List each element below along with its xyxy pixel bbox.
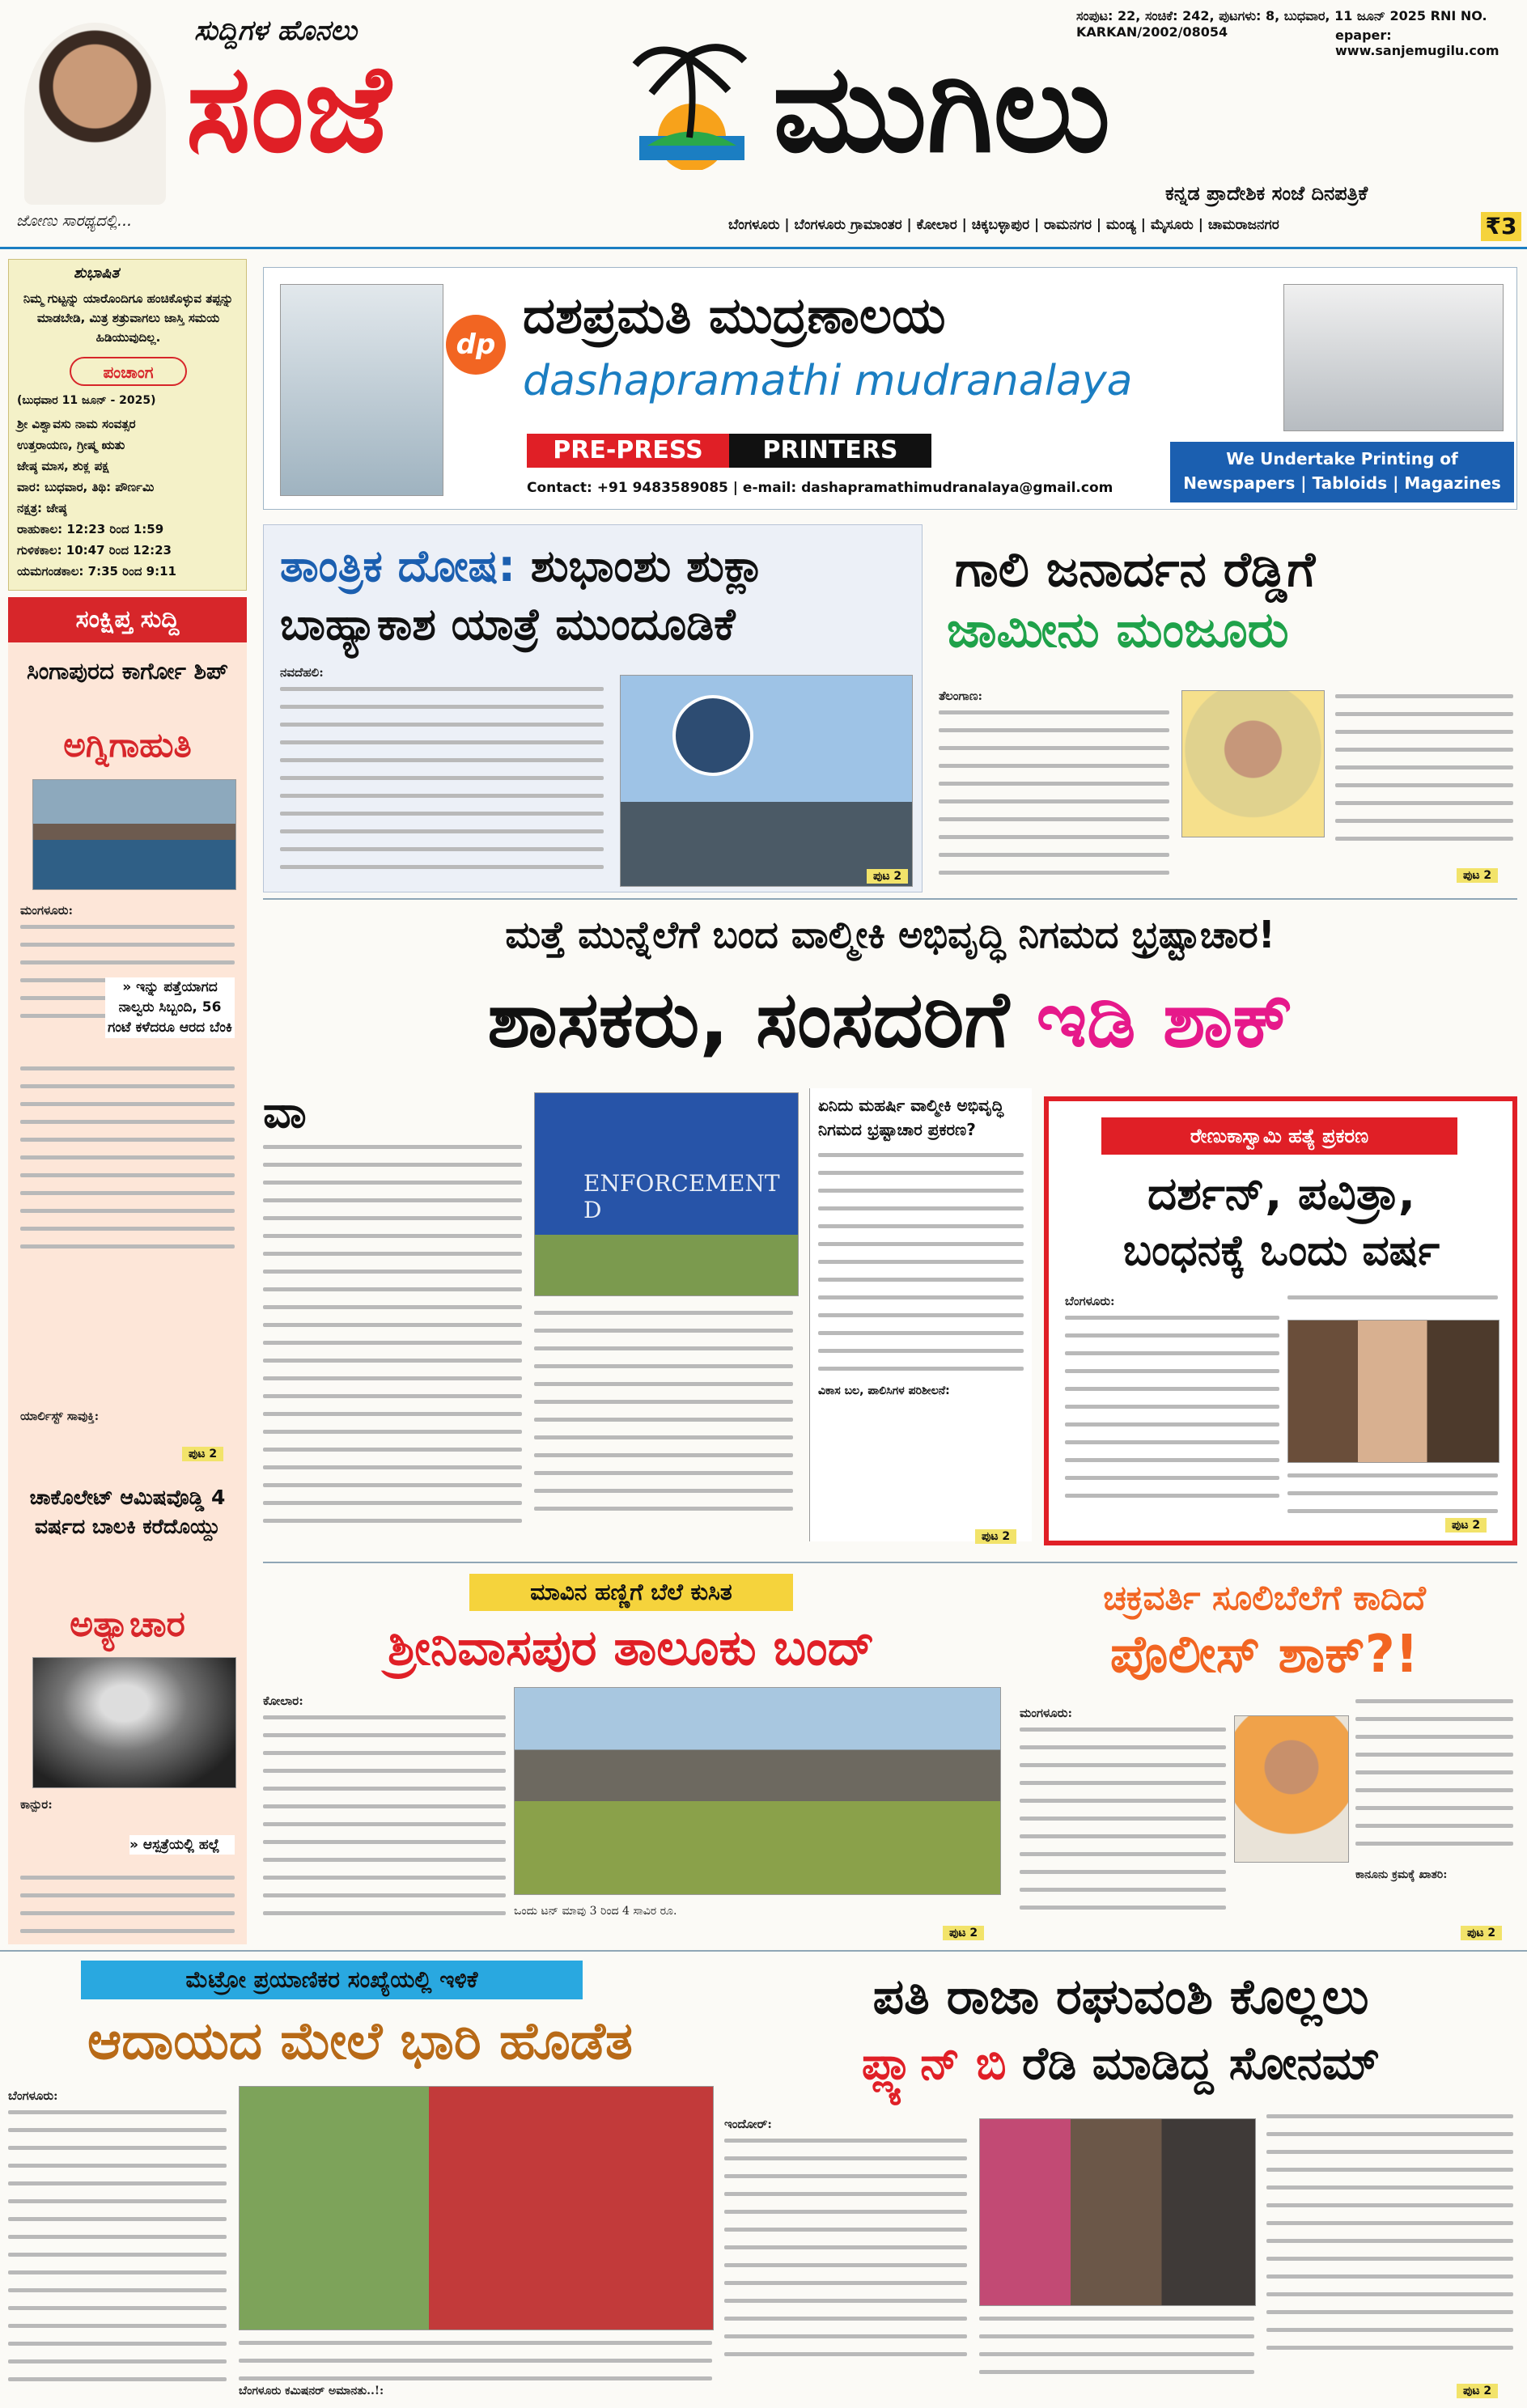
rocket-photo [620, 675, 913, 887]
lead-kicker: ಮತ್ತೆ ಮುನ್ನೆಲೆಗೆ ಬಂದ ವಾಲ್ಮೀಕಿ ಅಭಿವೃದ್ಧಿ ನಿಗಮದ ಭ್ರಷ್ಟಾಚಾರ! [505, 913, 1275, 956]
story-sonam[interactable] [724, 1956, 1517, 2406]
lead-headline-black: ಶಾಸಕರು, ಸಂಸದರಿಗೆ [487, 974, 1010, 1065]
almanac-item: ಶ್ರೀ ವಿಶ್ವಾವಸು ನಾಮ ಸಂವತ್ಸರ [17, 417, 136, 431]
chakravarthi-kicker: ಚಕ್ರವರ್ತಿ ಸೂಲಿಬೆಲೆಗೆ ಕಾದಿದೆ [1103, 1578, 1426, 1617]
brief1-callout: » ಇನ್ನು ಪತ್ತೆಯಾಗದ ನಾಲ್ವರು ಸಿಬ್ಬಂದಿ, 56 ಗಂಟೆ ಕಳೆದರೂ ಆರದ ಬೆಂಕಿ [105, 977, 235, 1038]
lead-dropcap: ವಾ [263, 1087, 307, 1138]
chakravarthi-text-col1 [1020, 1728, 1226, 1923]
almanac-quote: ನಿಮ್ಮ ಗುಟ್ಟನ್ನು ಯಾರೊಂದಿಗೂ ಹಂಚಿಕೊಳ್ಳುವ ತಪ್ಪನ್ನು ಮಾಡಬೇಡಿ, ಮಿತ್ರ ಶತ್ರುವಾಗಲು ಜಾಸ್ತಿ ಸಮಯ ಹಿಡಿಯುವುದಿಲ್ಲ. [23, 291, 234, 345]
almanac-item: ಉತ್ತರಾಯಣ, ಗ್ರೀಷ್ಮ ಋತು [17, 438, 125, 452]
ad-tag-preprocess: PRE-PRESS [527, 434, 729, 468]
ad-title-kn: ದಶಪ್ರಮತಿ ಮುದ್ರಣಾಲಯ [523, 286, 946, 345]
sonam-text-col1 [724, 2139, 967, 2370]
almanac-item: ಯಮಗಂಡಕಾಲ: 7:35 ರಿಂದ 9:11 [17, 564, 176, 579]
sonam-headline-red: ಪ್ಲ್ಯಾನ್ ಬಿ [861, 2037, 1007, 2090]
lead-headline [263, 971, 1517, 1068]
lead-pageref[interactable]: ಪುಟ 2 [975, 1529, 1016, 1544]
row3-rule [263, 1562, 1517, 1563]
lead-text-col2 [534, 1311, 793, 1524]
masthead [0, 0, 1527, 247]
ad-machine-photo-left [280, 284, 443, 496]
sonam-headline-2 [724, 2033, 1517, 2095]
editor-photo [24, 23, 166, 205]
metro-kicker: ಮೆಟ್ರೋ ಪ್ರಯಾಣಿಕರ ಸಂಖ್ಯೆಯಲ್ಲಿ ಇಳಿಕೆ [81, 1961, 583, 1999]
renuka-tag: ರೇಣುಕಾಸ್ವಾಮಿ ಹತ್ಯೆ ಪ್ರಕರಣ [1101, 1117, 1457, 1155]
chakravarthi-photo [1234, 1715, 1349, 1863]
masthead-tagline: ಸುದ್ದಿಗಳ ಹೊನಲು [194, 15, 357, 47]
factbox-text [818, 1153, 1024, 1371]
story-mango[interactable] [263, 1566, 999, 1946]
row2-rule [263, 898, 1517, 900]
brief1-dateline: ಮಂಗಳೂರು: [20, 903, 73, 918]
metro-note: ಬೆಂಗಳೂರು ಕಮಿಷನರ್ ಅಮಾನತು..!: [239, 2385, 384, 2397]
story-renuka[interactable] [1044, 1096, 1517, 1545]
brief1-note: ಯಾರ್ಲಿಸ್ಟ್ ಸಾವುಕ್ತಿ: [20, 1409, 100, 1423]
brief1-text-cont [20, 1066, 235, 1262]
masthead-rule [0, 247, 1527, 249]
ad-offer: We Undertake Printing of Newspapers | Tabloids | Magazines [1170, 442, 1514, 502]
factbox-note: ವಿಕಾಸ ಬಲ, ಪಾಲಿಸಿಗಳ ಪರಿಶೀಲನೆ: [818, 1384, 950, 1397]
almanac-item: ನಕ್ಷತ್ರ: ಜೇಷ್ಠ [17, 501, 67, 515]
masthead-subtitle: ಕನ್ನಡ ಪ್ರಾದೇಶಿಕ ಸಂಜೆ ದಿನಪತ್ರಿಕೆ [1165, 182, 1368, 205]
ship-fire-photo [32, 779, 236, 890]
almanac-item: ಗುಳಿಕಕಾಲ: 10:47 ರಿಂದ 12:23 [17, 543, 172, 557]
renuka-dateline: ಬೆಂಗಳೂರು: [1065, 1294, 1115, 1308]
palm-logo-icon [623, 32, 761, 170]
mango-protest-photo [514, 1687, 1001, 1895]
renuka-text-col1 [1065, 1316, 1279, 1511]
reddy-photo [1181, 690, 1325, 837]
sonam-headline-1: ಪತಿ ರಾಜಾ ರಘುವಂಶಿ ಕೊಲ್ಲಲು [872, 1969, 1369, 2025]
editor-caption: ಜೋಣು ಸಾರಥ್ಯದಲ್ಲಿ... [16, 212, 133, 230]
ed-office-photo [534, 1092, 799, 1296]
lead-text-col1 [263, 1145, 522, 1537]
isro-headline [280, 540, 765, 593]
chakravarthi-text-col2 [1355, 1699, 1513, 1859]
chakravarthi-note: ಕಾನೂನು ಕ್ರಮಕ್ಕೆ ಖಾತರಿ: [1355, 1868, 1448, 1881]
isro-text [280, 687, 604, 883]
mango-caption: ಒಂದು ಟನ್ ಮಾವು 3 ರಿಂದ 4 ಸಾವಿರ ರೂ. [514, 1905, 677, 1918]
almanac-list [17, 413, 244, 582]
lead-body[interactable] [263, 1088, 1036, 1558]
price-badge: ₹3 [1481, 212, 1521, 241]
renuka-headline-1: ದರ್ಶನ್, ಪವಿತ್ರಾ, [1147, 1168, 1416, 1220]
brief1-pre: ಸಿಂಗಾಪುರದ ಕಾರ್ಗೋ ಶಿಪ್ [26, 658, 229, 685]
hands-photo [32, 1657, 236, 1788]
lead-factbox [809, 1088, 1032, 1541]
reddy-text-col2 [1335, 694, 1513, 854]
mango-pageref[interactable]: ಪುಟ 2 [943, 1926, 984, 1940]
almanac [8, 259, 247, 591]
sonam-photos [979, 2118, 1256, 2306]
reddy-pageref[interactable]: ಪುಟ 2 [1457, 868, 1498, 883]
metro-headline: ಆದಾಯದ ಮೇಲೆ ಭಾರಿ ಹೊಡೆತ [87, 2012, 633, 2071]
lead-headline-pink: ಇಡಿ ಶಾಕ್ [1036, 974, 1293, 1065]
row4-rule [0, 1950, 1527, 1952]
renuka-headline-2: ಬಂಧನಕ್ಕೆ ಒಂದು ವರ್ಷ [1122, 1227, 1440, 1275]
brief-header: ಸಂಕ್ಷಿಪ್ತ ಸುದ್ದಿ [8, 597, 247, 642]
mango-dateline: ಕೋಲಾರ: [263, 1694, 303, 1708]
sonam-pageref[interactable]: ಪುಟ 2 [1457, 2384, 1498, 2398]
metro-dateline: ಬೆಂಗಳೂರು: [8, 2088, 58, 2103]
brief-column [8, 597, 247, 1944]
ad-contact[interactable]: Contact: +91 9483589085 | e-mail: dashapramathimudranalaya@gmail.com [527, 480, 1113, 496]
brief2-pre: ಚಾಕೊಲೇಟ್ ಆಮಿಷವೊಡ್ಡಿ 4 ವರ್ಷದ ಬಾಲಕಿ ಕರೆದೊಯ್ದು [29, 1486, 226, 1538]
panchanga-title: ಪಂಚಾಂಗ [70, 357, 187, 386]
astronaut-avatar [672, 695, 753, 776]
chakravarthi-pageref[interactable]: ಪುಟ 2 [1461, 1926, 1502, 1940]
brief1-headline: ಅಗ್ನಿಗಾಹುತಿ [63, 725, 192, 765]
mango-headline: ಶ್ರೀನಿವಾಸಪುರ ತಾಲೂಕು ಬಂದ್ [388, 1620, 875, 1677]
metro-text-col1 [8, 2110, 227, 2395]
reddy-headline-1: ಗಾಲಿ ಜನಾರ್ದನ ರೆಡ್ಡಿಗೆ [955, 541, 1316, 598]
mango-kicker: ಮಾವಿನ ಹಣ್ಣಿಗೆ ಬೆಲೆ ಕುಸಿತ [469, 1574, 793, 1611]
almanac-item: ರಾಹುಕಾಲ: 12:23 ರಿಂದ 1:59 [17, 522, 164, 536]
ad-tag-printers: PRINTERS [729, 434, 931, 468]
isro-headline-red: ತಾಂತ್ರಿಕ ದೋಷ: [280, 541, 515, 591]
brief1-pageref[interactable]: ಪುಟ 2 [182, 1447, 223, 1461]
reddy-dateline: ತೆಲಂಗಾಣ: [939, 689, 983, 703]
sonam-text-col2 [979, 2317, 1254, 2388]
brief2-dateline: ಕಾನ್ಪುರ: [20, 1797, 53, 1812]
isro-pageref[interactable]: ಪುಟ 2 [867, 869, 908, 884]
ed-photo-text: ENFORCEMENT D [583, 1170, 780, 1223]
chakravarthi-dateline: ಮಂಗಳೂರು: [1020, 1706, 1072, 1720]
almanac-item: ಜೇಷ್ಠ ಮಾಸ, ಶುಕ್ಲ ಪಕ್ಷ [17, 459, 109, 473]
metro-train-photo [239, 2086, 714, 2330]
ad-banner[interactable] [263, 267, 1517, 510]
issue-info: ಸಂಪುಟ: 22, ಸಂಚಿಕೆ: 242, ಪುಟಗಳು: 8, ಬುಧವಾರ, 11 ಜೂನ್ 2025 RNI NO. KARKAN/2002/08054 [1076, 8, 1487, 40]
brief2-headline: ಅತ್ಯಾಚಾರ [70, 1604, 185, 1645]
story-chakravarthi[interactable] [1012, 1566, 1517, 1946]
story-metro[interactable] [8, 1956, 712, 2406]
almanac-item: ವಾರ: ಬುಧವಾರ, ತಿಥಿ: ಪೌರ್ಣಮಿ [17, 480, 155, 494]
almanac-header: ಶುಭಾಷಿತ [74, 265, 120, 282]
districts-strip: ಬೆಂಗಳೂರು | ಬೆಂಗಳೂರು ಗ್ರಾಮಾಂತರ | ಕೋಲಾರ | ಚಿಕ್ಕಬಳ್ಳಾಪುರ | ರಾಮನಗರ | ಮಂಡ್ಯ | ಮೈಸೂರು | ಚಾಮರಾಜನಗರ [728, 217, 1279, 233]
almanac-date: (ಬುಧವಾರ 11 ಜೂನ್ - 2025) [17, 394, 156, 407]
mango-text [263, 1715, 506, 1929]
isro-dateline: ನವದೆಹಲಿ: [280, 665, 324, 680]
story-isro[interactable] [263, 524, 923, 892]
reddy-text-col1 [939, 710, 1169, 888]
epaper-url[interactable]: epaper: www.sanjemugilu.com [1335, 28, 1499, 58]
ad-logo: dp [446, 315, 506, 375]
renuka-pageref[interactable]: ಪುಟ 2 [1445, 1518, 1487, 1533]
story-reddy[interactable] [939, 524, 1517, 892]
masthead-title-left: ಸಂಜೆ [186, 39, 391, 180]
ad-title-en: dashapramathi mudranalaya [523, 357, 1133, 405]
renuka-photo [1287, 1320, 1499, 1463]
brief2-callout: » ಆಸ್ಪತ್ರೆಯಲ್ಲಿ ಹಲ್ಲೆ [129, 1835, 235, 1855]
ad-machine-photo-right [1283, 284, 1504, 431]
reddy-headline-2: ಜಾಮೀನು ಮಂಜೂರು [947, 602, 1289, 659]
isro-headline-line2: ಬಾಹ್ಯಾಕಾಶ ಯಾತ್ರೆ ಮುಂದೂಡಿಕೆ [280, 599, 736, 650]
isro-headline-black: ಶುಭಾಂಶು ಶುಕ್ಲಾ [530, 541, 765, 591]
sonam-text-col3 [1266, 2114, 1513, 2363]
brief2-text [20, 1876, 235, 1947]
renuka-text-col2 [1287, 1295, 1498, 1313]
factbox-title: ಏನಿದು ಮಹರ್ಷಿ ವಾಲ್ಮೀಕಿ ಅಭಿವೃದ್ಧಿ ನಿಗಮದ ಭ್ರಷ್ಟಾಚಾರ ಪ್ರಕರಣ? [818, 1096, 1004, 1139]
chakravarthi-headline: ಪೊಲೀಸ್ ಶಾಕ್?! [1109, 1625, 1419, 1685]
masthead-title-right: ಮುಗಿಲು [773, 39, 1111, 180]
sonam-headline-black: ರೆಡಿ ಮಾಡಿದ್ದ ಸೋನಮ್ [1022, 2037, 1381, 2090]
sonam-dateline: ಇಂದೋರ್: [724, 2117, 772, 2131]
